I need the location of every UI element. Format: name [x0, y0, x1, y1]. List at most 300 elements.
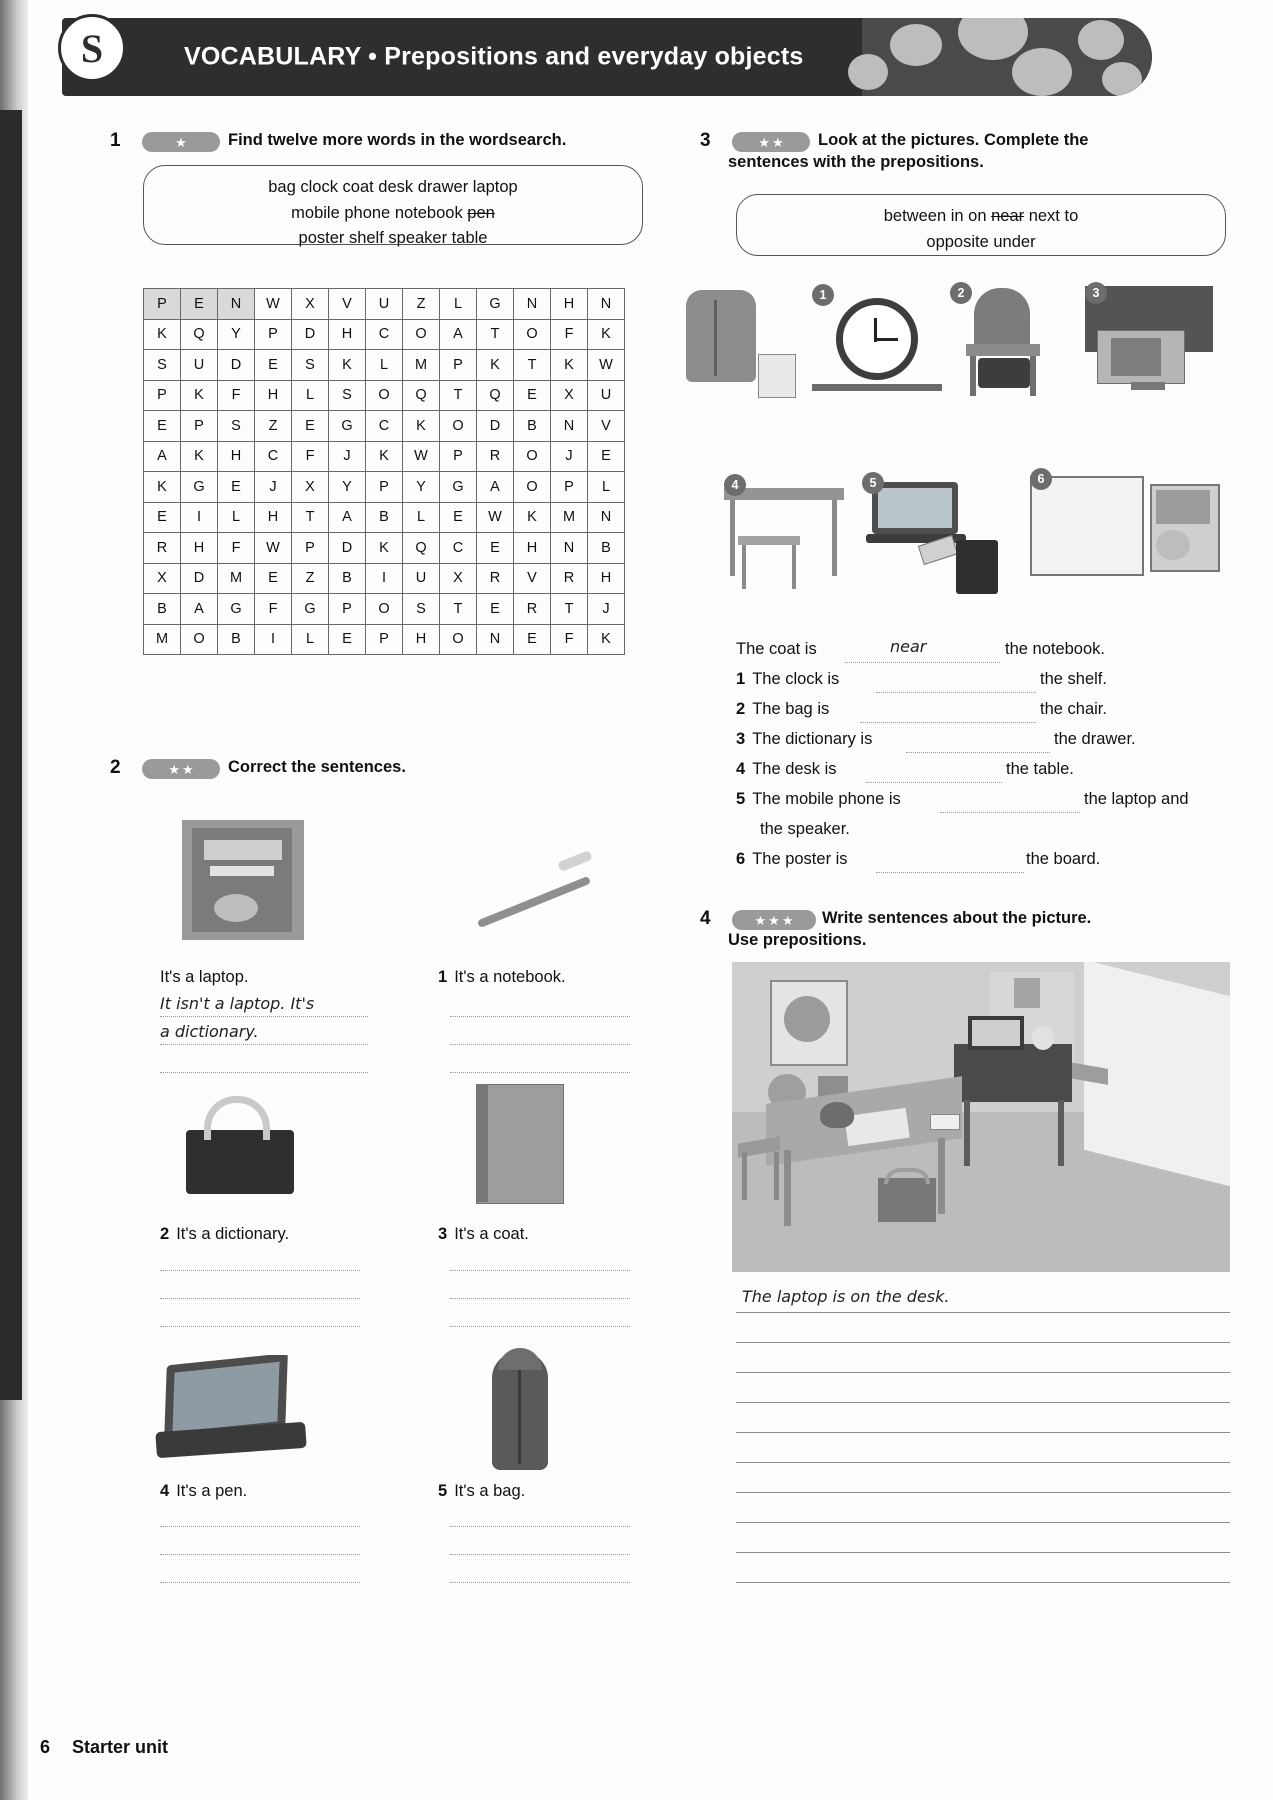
- wordsearch-cell[interactable]: U: [366, 289, 403, 320]
- wordsearch-cell[interactable]: H: [255, 502, 292, 533]
- wordsearch-cell[interactable]: E: [477, 533, 514, 564]
- page-footer: [40, 1737, 168, 1758]
- wordsearch-cell[interactable]: O: [514, 441, 551, 472]
- wordsearch-cell[interactable]: F: [255, 594, 292, 625]
- wordsearch-cell[interactable]: P: [144, 380, 181, 411]
- exercise-3-item-6-after: the board.: [1026, 850, 1101, 868]
- image-notebook: [468, 1078, 578, 1208]
- wordsearch-cell[interactable]: P: [551, 472, 588, 503]
- wordsearch-cell[interactable]: C: [440, 533, 477, 564]
- wordsearch-cell[interactable]: D: [477, 411, 514, 442]
- wordsearch-row: [144, 350, 625, 381]
- deco-blob: [848, 54, 888, 90]
- wordsearch-cell[interactable]: R: [514, 594, 551, 625]
- wordsearch-cell[interactable]: T: [440, 594, 477, 625]
- unit-letter-badge: S: [58, 14, 126, 82]
- exercise-2-writing-line[interactable]: [450, 1326, 630, 1327]
- wordsearch-cell[interactable]: L: [440, 289, 477, 320]
- wordsearch-cell[interactable]: V: [329, 289, 366, 320]
- picture-number-5: 5: [862, 472, 884, 494]
- exercise-4-writing-line[interactable]: [736, 1372, 1230, 1373]
- wordsearch-cell[interactable]: W: [477, 502, 514, 533]
- wordsearch-cell[interactable]: K: [181, 441, 218, 472]
- wordsearch-cell[interactable]: V: [514, 563, 551, 594]
- wordsearch-cell[interactable]: X: [292, 472, 329, 503]
- exercise-2-writing-line[interactable]: [450, 1582, 630, 1583]
- exercise-3-item-4: [736, 760, 837, 779]
- wordsearch-cell[interactable]: F: [292, 441, 329, 472]
- item-number: 3: [438, 1225, 448, 1243]
- wordsearch-cell[interactable]: P: [440, 350, 477, 381]
- exercise-4-writing-line[interactable]: [736, 1552, 1230, 1553]
- wordsearch-cell[interactable]: E: [144, 502, 181, 533]
- exercise-2-item-2: [160, 1225, 289, 1244]
- deco-blob: [958, 18, 1028, 60]
- wordsearch-cell[interactable]: T: [477, 319, 514, 350]
- wordsearch-cell[interactable]: X: [551, 380, 588, 411]
- wordsearch-cell[interactable]: O: [366, 594, 403, 625]
- wordsearch-row: [144, 319, 625, 350]
- wordsearch-cell[interactable]: L: [292, 380, 329, 411]
- wordsearch-row: [144, 502, 625, 533]
- item-number: 5: [736, 790, 746, 808]
- exercise-3-instruction-line-1: Look at the pictures. Complete the: [818, 131, 1089, 149]
- exercise-4-difficulty: [732, 910, 816, 930]
- wordsearch-cell[interactable]: K: [144, 319, 181, 350]
- exercise-4-writing-line[interactable]: [736, 1582, 1230, 1583]
- exercise-2-writing-line[interactable]: [450, 1526, 630, 1527]
- wordsearch-cell[interactable]: I: [366, 563, 403, 594]
- wordsearch-cell[interactable]: S: [403, 594, 440, 625]
- wordsearch-cell[interactable]: O: [514, 319, 551, 350]
- wordsearch-cell[interactable]: Q: [477, 380, 514, 411]
- wordsearch-cell[interactable]: P: [144, 289, 181, 320]
- exercise-4-writing-line[interactable]: [736, 1522, 1230, 1523]
- exercise-3-answer-line[interactable]: [876, 692, 1036, 693]
- exercise-4-writing-line[interactable]: [736, 1462, 1230, 1463]
- wordsearch-cell[interactable]: M: [218, 563, 255, 594]
- wordsearch-cell[interactable]: H: [218, 441, 255, 472]
- exercise-4-writing-line[interactable]: [736, 1342, 1230, 1343]
- wordsearch-cell[interactable]: O: [366, 380, 403, 411]
- wordsearch-cell[interactable]: O: [440, 411, 477, 442]
- page-number: 6: [40, 1737, 51, 1757]
- wordsearch-cell[interactable]: K: [588, 624, 625, 655]
- wordsearch-cell[interactable]: B: [366, 502, 403, 533]
- exercise-3-wordbank: [736, 194, 1226, 256]
- wordsearch-cell[interactable]: H: [551, 289, 588, 320]
- wordsearch-cell[interactable]: N: [551, 533, 588, 564]
- item-text-before: The desk is: [752, 760, 837, 778]
- item-text-before: The mobile phone is: [752, 790, 901, 808]
- image-coat: [466, 1348, 576, 1478]
- wordsearch-cell[interactable]: M: [551, 502, 588, 533]
- wordsearch-cell[interactable]: I: [181, 502, 218, 533]
- wordsearch-cell[interactable]: O: [403, 319, 440, 350]
- wordsearch-cell[interactable]: C: [366, 319, 403, 350]
- wordsearch-cell[interactable]: K: [551, 350, 588, 381]
- wordsearch-cell[interactable]: O: [181, 624, 218, 655]
- wordsearch-cell[interactable]: A: [329, 502, 366, 533]
- exercise-2-answer-0-line1: It isn't a laptop. It's: [160, 994, 315, 1013]
- exercise-3-item-4-after: the table.: [1006, 760, 1074, 778]
- wordsearch-cell[interactable]: U: [403, 563, 440, 594]
- item-prompt: It's a dictionary.: [176, 1225, 290, 1243]
- wordsearch-cell[interactable]: H: [514, 533, 551, 564]
- wordsearch-cell[interactable]: L: [403, 502, 440, 533]
- wordsearch-cell[interactable]: B: [144, 594, 181, 625]
- item-number: 2: [160, 1225, 170, 1243]
- wordsearch-row: [144, 472, 625, 503]
- exercise-2-writing-line[interactable]: [450, 1072, 630, 1073]
- exercise-2-prompt-0: It's a laptop.: [160, 968, 249, 986]
- wordsearch-cell[interactable]: S: [329, 380, 366, 411]
- wordsearch-cell[interactable]: R: [144, 533, 181, 564]
- wordsearch-row: [144, 411, 625, 442]
- wordsearch-cell[interactable]: B: [329, 563, 366, 594]
- wordsearch-cell[interactable]: P: [329, 594, 366, 625]
- picture-number-3: 3: [1085, 282, 1107, 304]
- wordsearch-cell[interactable]: A: [181, 594, 218, 625]
- exercise-2-writing-line[interactable]: [160, 1298, 360, 1299]
- exercise-3-example-line[interactable]: [845, 662, 1000, 663]
- picture-number-6: 6: [1030, 468, 1052, 490]
- wordsearch-cell[interactable]: R: [551, 563, 588, 594]
- wordsearch-cell[interactable]: I: [255, 624, 292, 655]
- exercise-1-instruction: Find twelve more words in the wordsearch.: [228, 131, 567, 149]
- wordsearch-cell[interactable]: H: [588, 563, 625, 594]
- wordsearch-cell[interactable]: Z: [292, 563, 329, 594]
- wordsearch-cell[interactable]: N: [588, 289, 625, 320]
- item-number: 3: [736, 730, 746, 748]
- exercise-3-number: 3: [700, 130, 711, 151]
- exercise-3-item-2-after: the chair.: [1040, 700, 1107, 718]
- page-edge-dark: [0, 110, 22, 1400]
- wordsearch-cell[interactable]: E: [514, 380, 551, 411]
- exercise-3-answer-line[interactable]: [940, 812, 1080, 813]
- wordsearch-cell[interactable]: K: [181, 380, 218, 411]
- wordsearch-cell[interactable]: O: [514, 472, 551, 503]
- wordsearch-cell[interactable]: P: [366, 472, 403, 503]
- image-coat-and-notebook: [680, 290, 800, 400]
- exercise-3-item-1: [736, 670, 839, 689]
- wordsearch-cell[interactable]: T: [514, 350, 551, 381]
- wordsearch-cell[interactable]: W: [403, 441, 440, 472]
- wordsearch-cell[interactable]: T: [551, 594, 588, 625]
- wordsearch-cell[interactable]: D: [181, 563, 218, 594]
- item-number: 4: [160, 1482, 170, 1500]
- wordsearch-cell[interactable]: L: [292, 624, 329, 655]
- wordsearch-cell[interactable]: Q: [403, 380, 440, 411]
- exercise-2-writing-line[interactable]: [160, 1270, 360, 1271]
- wordsearch-cell[interactable]: Y: [329, 472, 366, 503]
- wordsearch-row: [144, 594, 625, 625]
- wordbank-line-2: [144, 201, 642, 227]
- wordsearch-cell[interactable]: N: [588, 502, 625, 533]
- wordsearch-cell[interactable]: M: [403, 350, 440, 381]
- image-clock-on-shelf: [812, 288, 942, 400]
- item-text-before: The bag is: [752, 700, 830, 718]
- wordsearch-cell[interactable]: P: [440, 441, 477, 472]
- wordsearch-cell[interactable]: F: [551, 319, 588, 350]
- wordsearch-cell[interactable]: P: [255, 319, 292, 350]
- wordsearch-cell[interactable]: B: [588, 533, 625, 564]
- image-bag-under-chair: [950, 286, 1070, 400]
- wordsearch-cell[interactable]: O: [440, 624, 477, 655]
- wordsearch-cell[interactable]: N: [218, 289, 255, 320]
- wordsearch-cell[interactable]: G: [218, 594, 255, 625]
- wordsearch-cell[interactable]: G: [292, 594, 329, 625]
- wordsearch-cell[interactable]: J: [329, 441, 366, 472]
- wordsearch-cell[interactable]: K: [366, 533, 403, 564]
- wordsearch-cell[interactable]: K: [514, 502, 551, 533]
- wordsearch-cell[interactable]: V: [588, 411, 625, 442]
- wordsearch-cell[interactable]: X: [144, 563, 181, 594]
- exercise-2-writing-line[interactable]: [160, 1582, 360, 1583]
- exercise-2-writing-line[interactable]: [160, 1072, 368, 1073]
- wordsearch-cell[interactable]: T: [292, 502, 329, 533]
- wordsearch-row: [144, 624, 625, 655]
- wordsearch-cell[interactable]: D: [292, 319, 329, 350]
- wordsearch-cell[interactable]: Z: [255, 411, 292, 442]
- exercise-2-writing-line[interactable]: [160, 1526, 360, 1527]
- exercise-2-writing-line[interactable]: [160, 1044, 368, 1045]
- exercise-3-instruction-line-2: sentences with the prepositions.: [728, 153, 984, 171]
- item-prompt: It's a pen.: [176, 1482, 248, 1500]
- wordsearch-cell[interactable]: Q: [181, 319, 218, 350]
- wordsearch-cell[interactable]: E: [440, 502, 477, 533]
- wordsearch-cell[interactable]: G: [181, 472, 218, 503]
- exercise-4-writing-line[interactable]: [736, 1492, 1230, 1493]
- exercise-2-item-1: [438, 968, 566, 987]
- exercise-2-writing-line[interactable]: [450, 1270, 630, 1271]
- wordsearch-cell[interactable]: X: [440, 563, 477, 594]
- wordsearch-cell[interactable]: F: [218, 380, 255, 411]
- exercise-1-number: 1: [110, 130, 121, 151]
- item-text-before: The dictionary is: [752, 730, 873, 748]
- exercise-3-answer-line[interactable]: [866, 782, 1002, 783]
- wordsearch-cell[interactable]: F: [551, 624, 588, 655]
- wordsearch-cell[interactable]: N: [551, 411, 588, 442]
- wordsearch-cell[interactable]: W: [255, 533, 292, 564]
- exercise-2-item-5: [438, 1482, 525, 1501]
- exercise-2-number: 2: [110, 757, 121, 778]
- exercise-4-number: 4: [700, 908, 711, 929]
- wordsearch-cell[interactable]: Y: [218, 319, 255, 350]
- exercise-3-item-1-after: the shelf.: [1040, 670, 1107, 688]
- exercise-4-instruction-line-1: Write sentences about the picture.: [822, 909, 1092, 927]
- exercise-2-writing-line[interactable]: [450, 1554, 630, 1555]
- image-dictionary-in-drawer: [1085, 286, 1213, 402]
- wordsearch-cell[interactable]: U: [181, 350, 218, 381]
- exercise-1-difficulty: [142, 132, 220, 152]
- wordsearch-cell[interactable]: E: [329, 624, 366, 655]
- exercise-4-writing-line[interactable]: [736, 1402, 1230, 1403]
- item-number: 1: [736, 670, 746, 688]
- star-filled: ★: [168, 761, 180, 777]
- wordsearch-cell[interactable]: K: [329, 350, 366, 381]
- wordsearch-cell[interactable]: Y: [403, 472, 440, 503]
- deco-blob: [1078, 20, 1124, 60]
- wordsearch-cell[interactable]: N: [514, 289, 551, 320]
- wordsearch-cell[interactable]: E: [255, 350, 292, 381]
- wordsearch-cell[interactable]: L: [218, 502, 255, 533]
- wordsearch-cell[interactable]: E: [255, 563, 292, 594]
- wordsearch-cell[interactable]: J: [255, 472, 292, 503]
- exercise-2-item-4: [160, 1482, 247, 1501]
- exercise-3-item-3-after: the drawer.: [1054, 730, 1136, 748]
- image-classroom-scene: [732, 962, 1230, 1272]
- unit-label: Starter unit: [72, 1737, 169, 1757]
- star-filled: ★: [754, 912, 767, 928]
- picture-number-2: 2: [950, 282, 972, 304]
- picture-number-1: 1: [812, 284, 834, 306]
- exercise-3-example-answer: near: [890, 637, 927, 656]
- wordsearch-cell[interactable]: G: [477, 289, 514, 320]
- star-filled: ★: [768, 912, 780, 928]
- wordsearch-cell[interactable]: K: [588, 319, 625, 350]
- wordsearch-cell[interactable]: B: [514, 411, 551, 442]
- exercise-1-wordbank: [143, 165, 643, 248]
- wordsearch-row: [144, 563, 625, 594]
- wordsearch-cell[interactable]: Q: [403, 533, 440, 564]
- wordsearch-cell[interactable]: P: [292, 533, 329, 564]
- exercise-3-item-6: [736, 850, 848, 869]
- exercise-2-difficulty: [142, 759, 220, 779]
- wordsearch-cell[interactable]: E: [144, 411, 181, 442]
- wordbank-line-3: poster shelf speaker table: [298, 229, 488, 248]
- wordsearch-cell[interactable]: H: [403, 624, 440, 655]
- wordsearch-cell[interactable]: A: [477, 472, 514, 503]
- exercise-3-answer-line[interactable]: [906, 752, 1050, 753]
- wordsearch-cell[interactable]: C: [255, 441, 292, 472]
- wordsearch-cell[interactable]: K: [403, 411, 440, 442]
- star-filled: ★: [772, 134, 784, 150]
- wordsearch-cell[interactable]: A: [440, 319, 477, 350]
- wordsearch-row: [144, 533, 625, 564]
- wordsearch-cell[interactable]: R: [477, 441, 514, 472]
- header-decoration: [862, 18, 1152, 96]
- wordsearch-cell[interactable]: E: [588, 441, 625, 472]
- wordsearch-cell[interactable]: B: [218, 624, 255, 655]
- wordsearch-cell[interactable]: H: [329, 319, 366, 350]
- wordsearch-cell[interactable]: C: [366, 411, 403, 442]
- wordsearch-cell[interactable]: X: [292, 289, 329, 320]
- wordsearch-cell[interactable]: Z: [403, 289, 440, 320]
- wordbank-line-2: opposite under: [926, 232, 1036, 251]
- item-prompt: It's a coat.: [454, 1225, 529, 1243]
- exercise-3-example-after: the notebook.: [1005, 640, 1105, 658]
- wordsearch-cell[interactable]: S: [292, 350, 329, 381]
- exercise-2-writing-line[interactable]: [450, 1044, 630, 1045]
- wordsearch-row: [144, 441, 625, 472]
- exercise-3-item-5: [736, 790, 901, 809]
- wordbank-struck-word: near: [991, 207, 1025, 225]
- exercise-2-writing-line[interactable]: [160, 1016, 368, 1017]
- exercise-2-writing-line[interactable]: [160, 1554, 360, 1555]
- wordsearch-cell[interactable]: K: [144, 472, 181, 503]
- page-header-banner: [62, 18, 1152, 96]
- item-number: 5: [438, 1482, 448, 1500]
- wordsearch-cell[interactable]: P: [366, 624, 403, 655]
- deco-blob: [1012, 48, 1072, 96]
- image-dictionary-book: [182, 820, 304, 940]
- wordsearch-cell[interactable]: G: [440, 472, 477, 503]
- exercise-2-writing-line[interactable]: [450, 1298, 630, 1299]
- wordsearch-cell[interactable]: T: [440, 380, 477, 411]
- wordsearch-cell[interactable]: E: [292, 411, 329, 442]
- wordsearch-cell[interactable]: W: [588, 350, 625, 381]
- wordsearch-cell[interactable]: E: [514, 624, 551, 655]
- wordsearch-cell[interactable]: K: [366, 441, 403, 472]
- wordsearch-cell[interactable]: L: [366, 350, 403, 381]
- wordsearch-cell[interactable]: S: [144, 350, 181, 381]
- exercise-3-difficulty: [732, 132, 810, 152]
- star-filled: ★: [758, 134, 770, 150]
- exercise-3-example-before: The coat is: [736, 640, 817, 658]
- wordsearch-cell[interactable]: S: [218, 411, 255, 442]
- wordbank-line-1: bag clock coat desk drawer laptop: [268, 178, 518, 196]
- wordbank-text-a: between in on: [883, 207, 992, 225]
- item-prompt: It's a bag.: [454, 1482, 526, 1500]
- wordsearch-cell[interactable]: E: [477, 594, 514, 625]
- picture-number-4: 4: [724, 474, 746, 496]
- star-filled: ★: [182, 761, 194, 777]
- exercise-2-answer-0-line2: a dictionary.: [160, 1022, 259, 1041]
- wordsearch-cell[interactable]: P: [181, 411, 218, 442]
- wordbank-text-b: next to: [1024, 207, 1079, 225]
- image-poster-opposite-board: [1030, 472, 1220, 600]
- wordsearch-cell[interactable]: E: [181, 289, 218, 320]
- wordsearch-cell[interactable]: H: [181, 533, 218, 564]
- wordsearch-cell[interactable]: J: [551, 441, 588, 472]
- wordsearch-grid[interactable]: [143, 288, 625, 655]
- wordsearch-cell[interactable]: D: [218, 350, 255, 381]
- wordsearch-cell[interactable]: K: [477, 350, 514, 381]
- exercise-3-answer-line[interactable]: [876, 872, 1024, 873]
- item-prompt: It's a notebook.: [454, 968, 566, 986]
- wordsearch-cell[interactable]: R: [477, 563, 514, 594]
- image-mobile-phone-between: [862, 478, 1002, 598]
- wordsearch-cell[interactable]: H: [255, 380, 292, 411]
- exercise-3-answer-line[interactable]: [860, 722, 1036, 723]
- wordsearch-cell[interactable]: F: [218, 533, 255, 564]
- wordsearch-cell[interactable]: U: [588, 380, 625, 411]
- exercise-4-writing-line[interactable]: [736, 1312, 1230, 1313]
- exercise-2-writing-line[interactable]: [160, 1326, 360, 1327]
- item-number: 4: [736, 760, 746, 778]
- wordsearch-cell[interactable]: D: [329, 533, 366, 564]
- deco-blob: [890, 24, 942, 66]
- wordsearch-cell[interactable]: M: [144, 624, 181, 655]
- exercise-2-writing-line[interactable]: [450, 1016, 630, 1017]
- image-desk-under-table: [724, 480, 854, 598]
- item-number: 6: [736, 850, 746, 868]
- wordsearch-cell[interactable]: G: [329, 411, 366, 442]
- wordbank-line-1: [737, 204, 1225, 230]
- item-text-before: The poster is: [752, 850, 848, 868]
- wordsearch-cell[interactable]: A: [144, 441, 181, 472]
- exercise-4-writing-line[interactable]: [736, 1432, 1230, 1433]
- wordsearch-cell[interactable]: E: [218, 472, 255, 503]
- page-title: VOCABULARY • Prepositions and everyday objects: [184, 42, 804, 71]
- star-filled: ★: [175, 134, 187, 150]
- exercise-4-instruction-line-2: Use prepositions.: [728, 931, 867, 949]
- wordsearch-cell[interactable]: N: [477, 624, 514, 655]
- wordsearch-cell[interactable]: W: [255, 289, 292, 320]
- wordsearch-cell[interactable]: L: [588, 472, 625, 503]
- wordsearch-cell[interactable]: J: [588, 594, 625, 625]
